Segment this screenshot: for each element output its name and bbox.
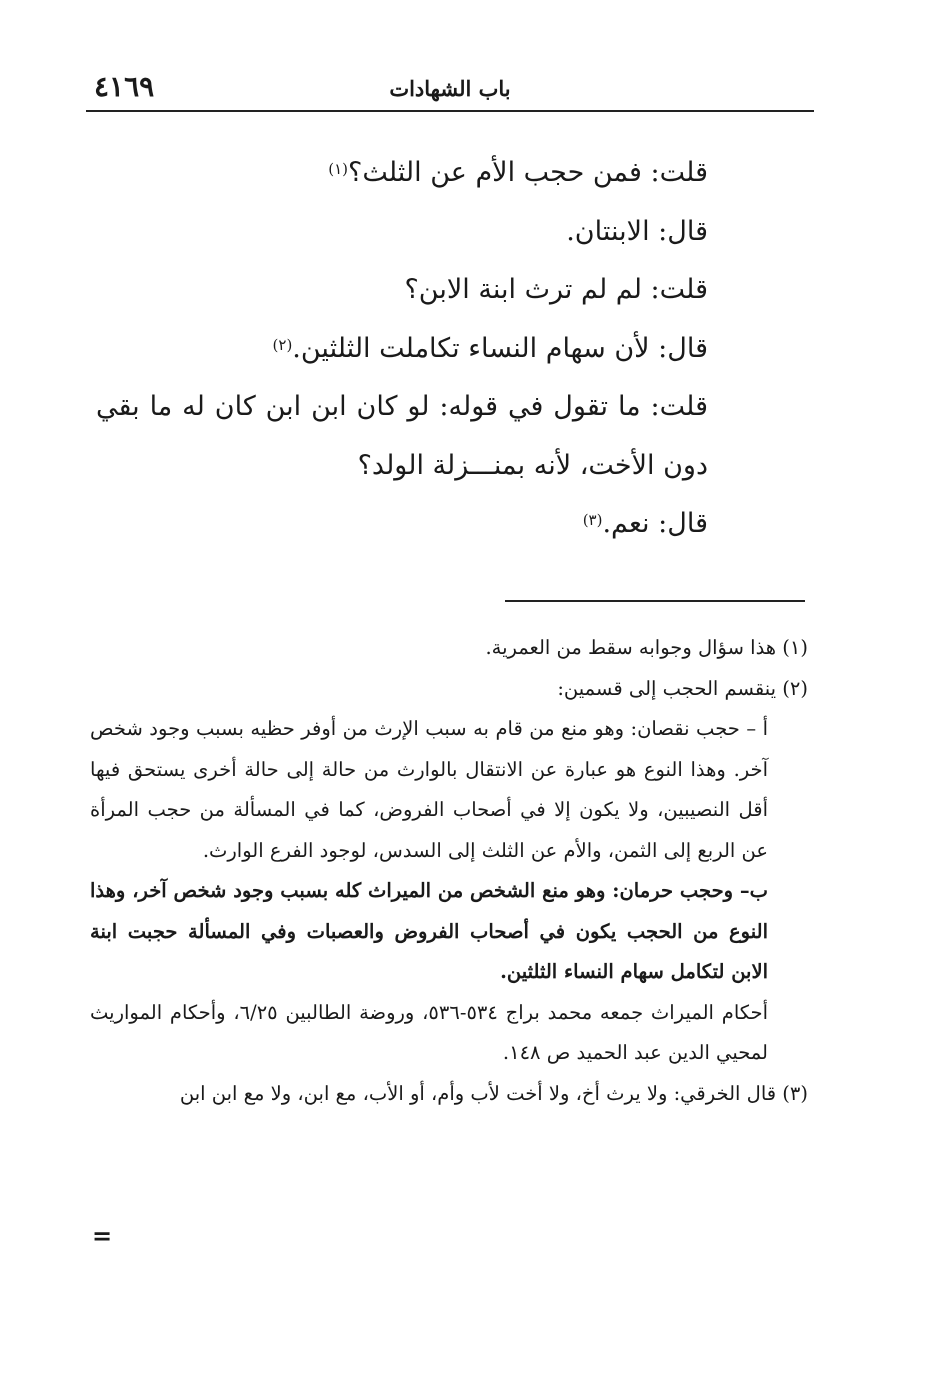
dialogue-line: قال: لأن سهام النساء تكاملت الثلثين.$^{(٢)}$ xyxy=(272,332,708,364)
footnote-ref: (٢) xyxy=(272,335,293,354)
footnotes xyxy=(90,628,808,1114)
footnote-ref: (١) xyxy=(328,160,348,178)
dialogue-line: قلت: ما تقول في قوله: لو كان ابن ابن كان له ما بقي دون الأخت، لأنه بمنـــزلة الولد؟ xyxy=(96,391,708,481)
footnote-2-part-b: ب– وحجب حرمان: وهو منع الشخص من الميراث كله بسبب وجود شخص آخر، وهذا النوع من الحجب يكون في أصحاب الفروض والعصبات وفي المسألة حجبت ابنة الابن لتكامل سهام النساء الثلثين. xyxy=(90,879,768,983)
dialogue-long-line xyxy=(96,378,708,554)
dialogue-line: قال: الابنتان. xyxy=(566,215,708,247)
page-header xyxy=(86,64,814,112)
continuation-mark: = xyxy=(92,1221,113,1250)
dialogue-line: قلت: لم لم ترث ابنة الابن؟ xyxy=(404,274,708,305)
footnote-separator xyxy=(505,600,805,602)
footnote-2-intro: (٢) ينقسم الحجب إلى قسمين: xyxy=(557,676,808,700)
dialogue-line: قلت: فمن حجب الأم عن الثلث؟$^{(١)}$ xyxy=(328,157,708,188)
footnote-2-part-a: أ – حجب نقصان: وهو منع من قام به سبب الإرث من أوفر حظيه بسبب وجود شخص آخر. وهذا النوع هو عبارة عن الانتقال بالوارث من حالة إلى حالة أخرى يستحق فيها أقل النصيبين، ولا يكون إلا في أصحاب الفروض، كما في المسألة من حجب المرأة عن الربع إلى الثمن، والأم عن الثلث إلى السدس، لوجود الفرع الوارث. xyxy=(90,717,768,862)
dialogue-line: قال: نعم.$^{(٣)}$ xyxy=(582,508,708,539)
footnote-ref: (٣) xyxy=(582,511,603,529)
section-title: باب الشهادات xyxy=(389,76,511,101)
footnote-2-reference: أحكام الميراث جمعه محمد براج ٥٣٤-٥٣٦، وروضة الطالبين ٦/٢٥، وأحكام المواريث لمحيي الدين عبد الحميد ص ١٤٨. xyxy=(90,1000,768,1064)
footnote-1: (١) هذا سؤال وجوابه سقط من العمرية. xyxy=(485,636,808,659)
dialogue-block xyxy=(96,144,708,378)
footnote-3: (٣) قال الخرقي: ولا يرث أخ، ولا أخت لأب وأم، أو الأب، مع ابن، ولا مع ابن ابن xyxy=(179,1081,808,1105)
page-number: ٤١٦٩ xyxy=(94,70,155,103)
